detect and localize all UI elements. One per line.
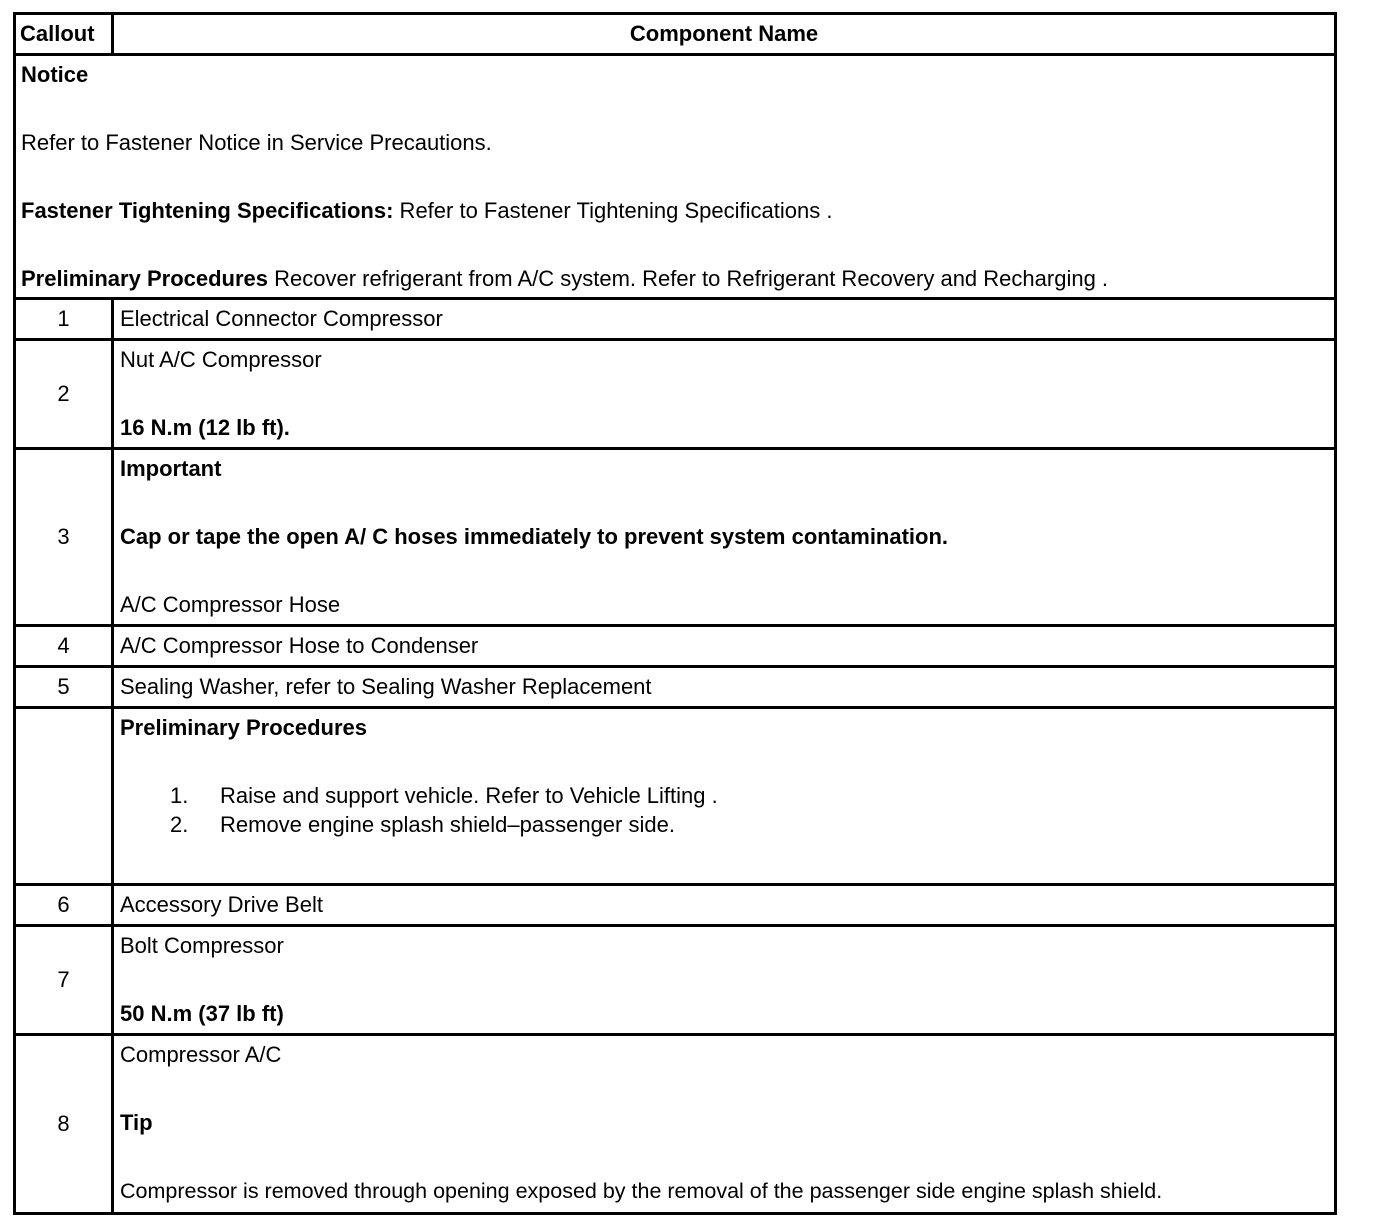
header-component-name: Component Name: [629, 21, 819, 46]
callout-number: 6: [57, 892, 70, 917]
component-name: Nut A/C Compressor: [120, 347, 322, 372]
table-row: [13, 665, 1337, 709]
callout-number: 3: [57, 524, 70, 549]
column-divider: [111, 668, 114, 706]
callout-number: 8: [57, 1111, 70, 1136]
table-header: [13, 12, 1337, 56]
component-name: Sealing Washer, refer to Sealing Washer Replacement: [120, 674, 652, 699]
torque-spec: 16 N.m (12 lb ft).: [120, 415, 290, 440]
notice-row: [13, 53, 1337, 300]
preliminary-label: Preliminary Procedures: [21, 266, 269, 291]
preliminary-line: [21, 262, 1108, 296]
table-row: [13, 924, 1337, 1036]
step-number: 2.: [170, 812, 189, 837]
column-divider: [111, 886, 114, 924]
callout-number: 4: [57, 633, 70, 658]
torque-spec: 50 N.m (37 lb ft): [120, 1001, 284, 1026]
header-callout: Callout: [20, 21, 95, 46]
table-row: [13, 1033, 1337, 1215]
preliminary-procedures-row: [13, 706, 1337, 886]
fastener-spec-line: [21, 194, 832, 228]
important-title: Important: [120, 456, 222, 481]
step-text: Raise and support vehicle. Refer to Vehicle Lifting .: [220, 783, 718, 808]
callout-number: 7: [57, 967, 70, 992]
callout-number: 5: [57, 674, 70, 699]
tip-title: Tip: [120, 1110, 153, 1135]
column-divider: [111, 300, 114, 338]
tip-text: Compressor is removed through opening exposed by the removal of the passenger side engine splash shield.: [120, 1179, 1163, 1203]
callout-number: 2: [57, 381, 70, 406]
column-divider: [111, 450, 114, 624]
component-name: A/C Compressor Hose to Condenser: [120, 633, 479, 658]
notice-title: Notice: [21, 62, 89, 87]
table-row: [13, 624, 1337, 668]
component-name: Bolt Compressor: [120, 933, 284, 958]
step-text: Remove engine splash shield–passenger side.: [220, 812, 675, 837]
table-row: [13, 883, 1337, 927]
component-name: Electrical Connector Compressor: [120, 306, 443, 331]
component-name: A/C Compressor Hose: [120, 592, 341, 617]
notice-text: Refer to Fastener Notice in Service Precautions.: [21, 130, 492, 155]
column-divider: [111, 927, 114, 1033]
column-divider: [111, 1036, 114, 1212]
column-divider: [111, 341, 114, 447]
fastener-spec-label: Fastener Tightening Specifications:: [21, 198, 394, 223]
important-text: Cap or tape the open A/ C hoses immediately to prevent system contamination.: [120, 524, 949, 549]
table-row: [13, 447, 1337, 627]
preliminary-title: Preliminary Procedures: [120, 715, 368, 740]
component-name: Accessory Drive Belt: [120, 892, 323, 917]
preliminary-text: Recover refrigerant from A/C system. Refer to Refrigerant Recovery and Recharging .: [268, 266, 1109, 291]
table-row: [13, 338, 1337, 450]
fastener-spec-text: Refer to Fastener Tightening Specifications .: [393, 198, 833, 223]
callout-number: 1: [57, 306, 70, 331]
column-divider: [111, 627, 114, 665]
step-number: 1.: [170, 783, 189, 808]
column-divider: [111, 709, 114, 883]
table-row: [13, 297, 1337, 341]
component-name: Compressor A/C: [120, 1042, 282, 1067]
